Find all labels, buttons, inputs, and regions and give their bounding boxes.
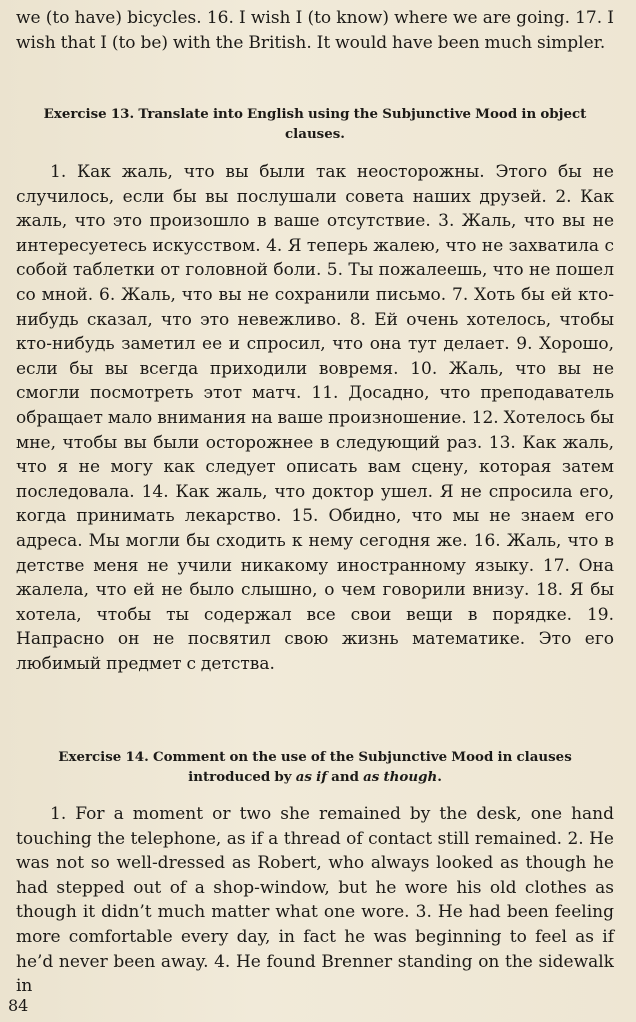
- exercise-14-period: .: [437, 769, 442, 785]
- exercise-14-instruction: Comment on the use of the Subjunctive Mood in clauses introduced by: [152, 749, 572, 785]
- exercise-14-heading: [16, 747, 614, 787]
- page-number: 84: [8, 996, 29, 1015]
- exercise-14-label: Exercise 14.: [58, 749, 149, 765]
- exercise-14-as-though: as though: [363, 769, 438, 785]
- exercise-13-label: Exercise 13.: [43, 106, 135, 122]
- exercise-14-as-if: as if: [295, 769, 327, 785]
- exercise-13-heading: [16, 104, 614, 144]
- exercise-14-text: 1. For a moment or two she remained by the desk, one hand touching the telephone, as if a thread of contact still remained. 2. He was not so well-dressed as Robert, who always looked as though he had stepped out of a shop-window, but he wore his old clothes as though it didn’t much matter what one wore. 3. He had been feeling more comfortable every day, in fact he was beginning to feel as if he’d never been away. 4. He found Brenner standing on the sidewalk in: [16, 804, 614, 997]
- exercise-14-and: and: [331, 769, 359, 785]
- continued-paragraph: we (to have) bicycles. 16. I wish I (to know) where we are going. 17. I wish that I (to be) with the British. It would have been much simpler.: [16, 8, 614, 53]
- exercise-13-text: 1. Как жаль, что вы были так неосторожны. Этого бы не случилось, если бы вы послушали совета наших друзей. 2. Как жаль, что это произошло в ваше отсутствие. 3. Жаль, что вы не интересуетесь искусством. 4. Я теперь жалею, что не захватила с собой таблетки от головной боли. 5. Ты пожалеешь, что не пошел со мной. 6. Жаль, что вы не сохранили письмо. 7. Хоть бы ей кто-нибудь сказал, что это невежливо. 8. Ей очень хотелось, чтобы кто-нибудь заметил ее и спросил, что она тут делает. 9. Хорошо, если бы вы всегда приходили вовремя. 10. Жаль, что вы не смогли посмотреть этот матч. 11. Досадно, что преподаватель обращает мало внимания на ваше произношение. 12. Хотелось бы мне, чтобы вы были осторожнее в следующий раз. 13. Как жаль, что я не могу как следует описать вам сцену, которая затем последовала. 14. Как жаль, что доктор ушел. Я не спросила его, когда принимать лекарство. 15. Обидно, что мы не знаем его адреса. Мы могли бы сходить к нему сегодня же. 16. Жаль, что в детстве меня не учили никакому иностранному языку. 17. Она жалела, что ей не было слышно, о чем говорили внизу. 18. Я бы хотела, чтобы ты содержал все свои вещи в порядке. 19. Напрасно он не посвятил свою жизнь математике. Это его любимый предмет с детства.: [16, 162, 614, 674]
- exercise-13-instruction: Translate into English using the Subjunctive Mood in object clauses.: [138, 106, 587, 142]
